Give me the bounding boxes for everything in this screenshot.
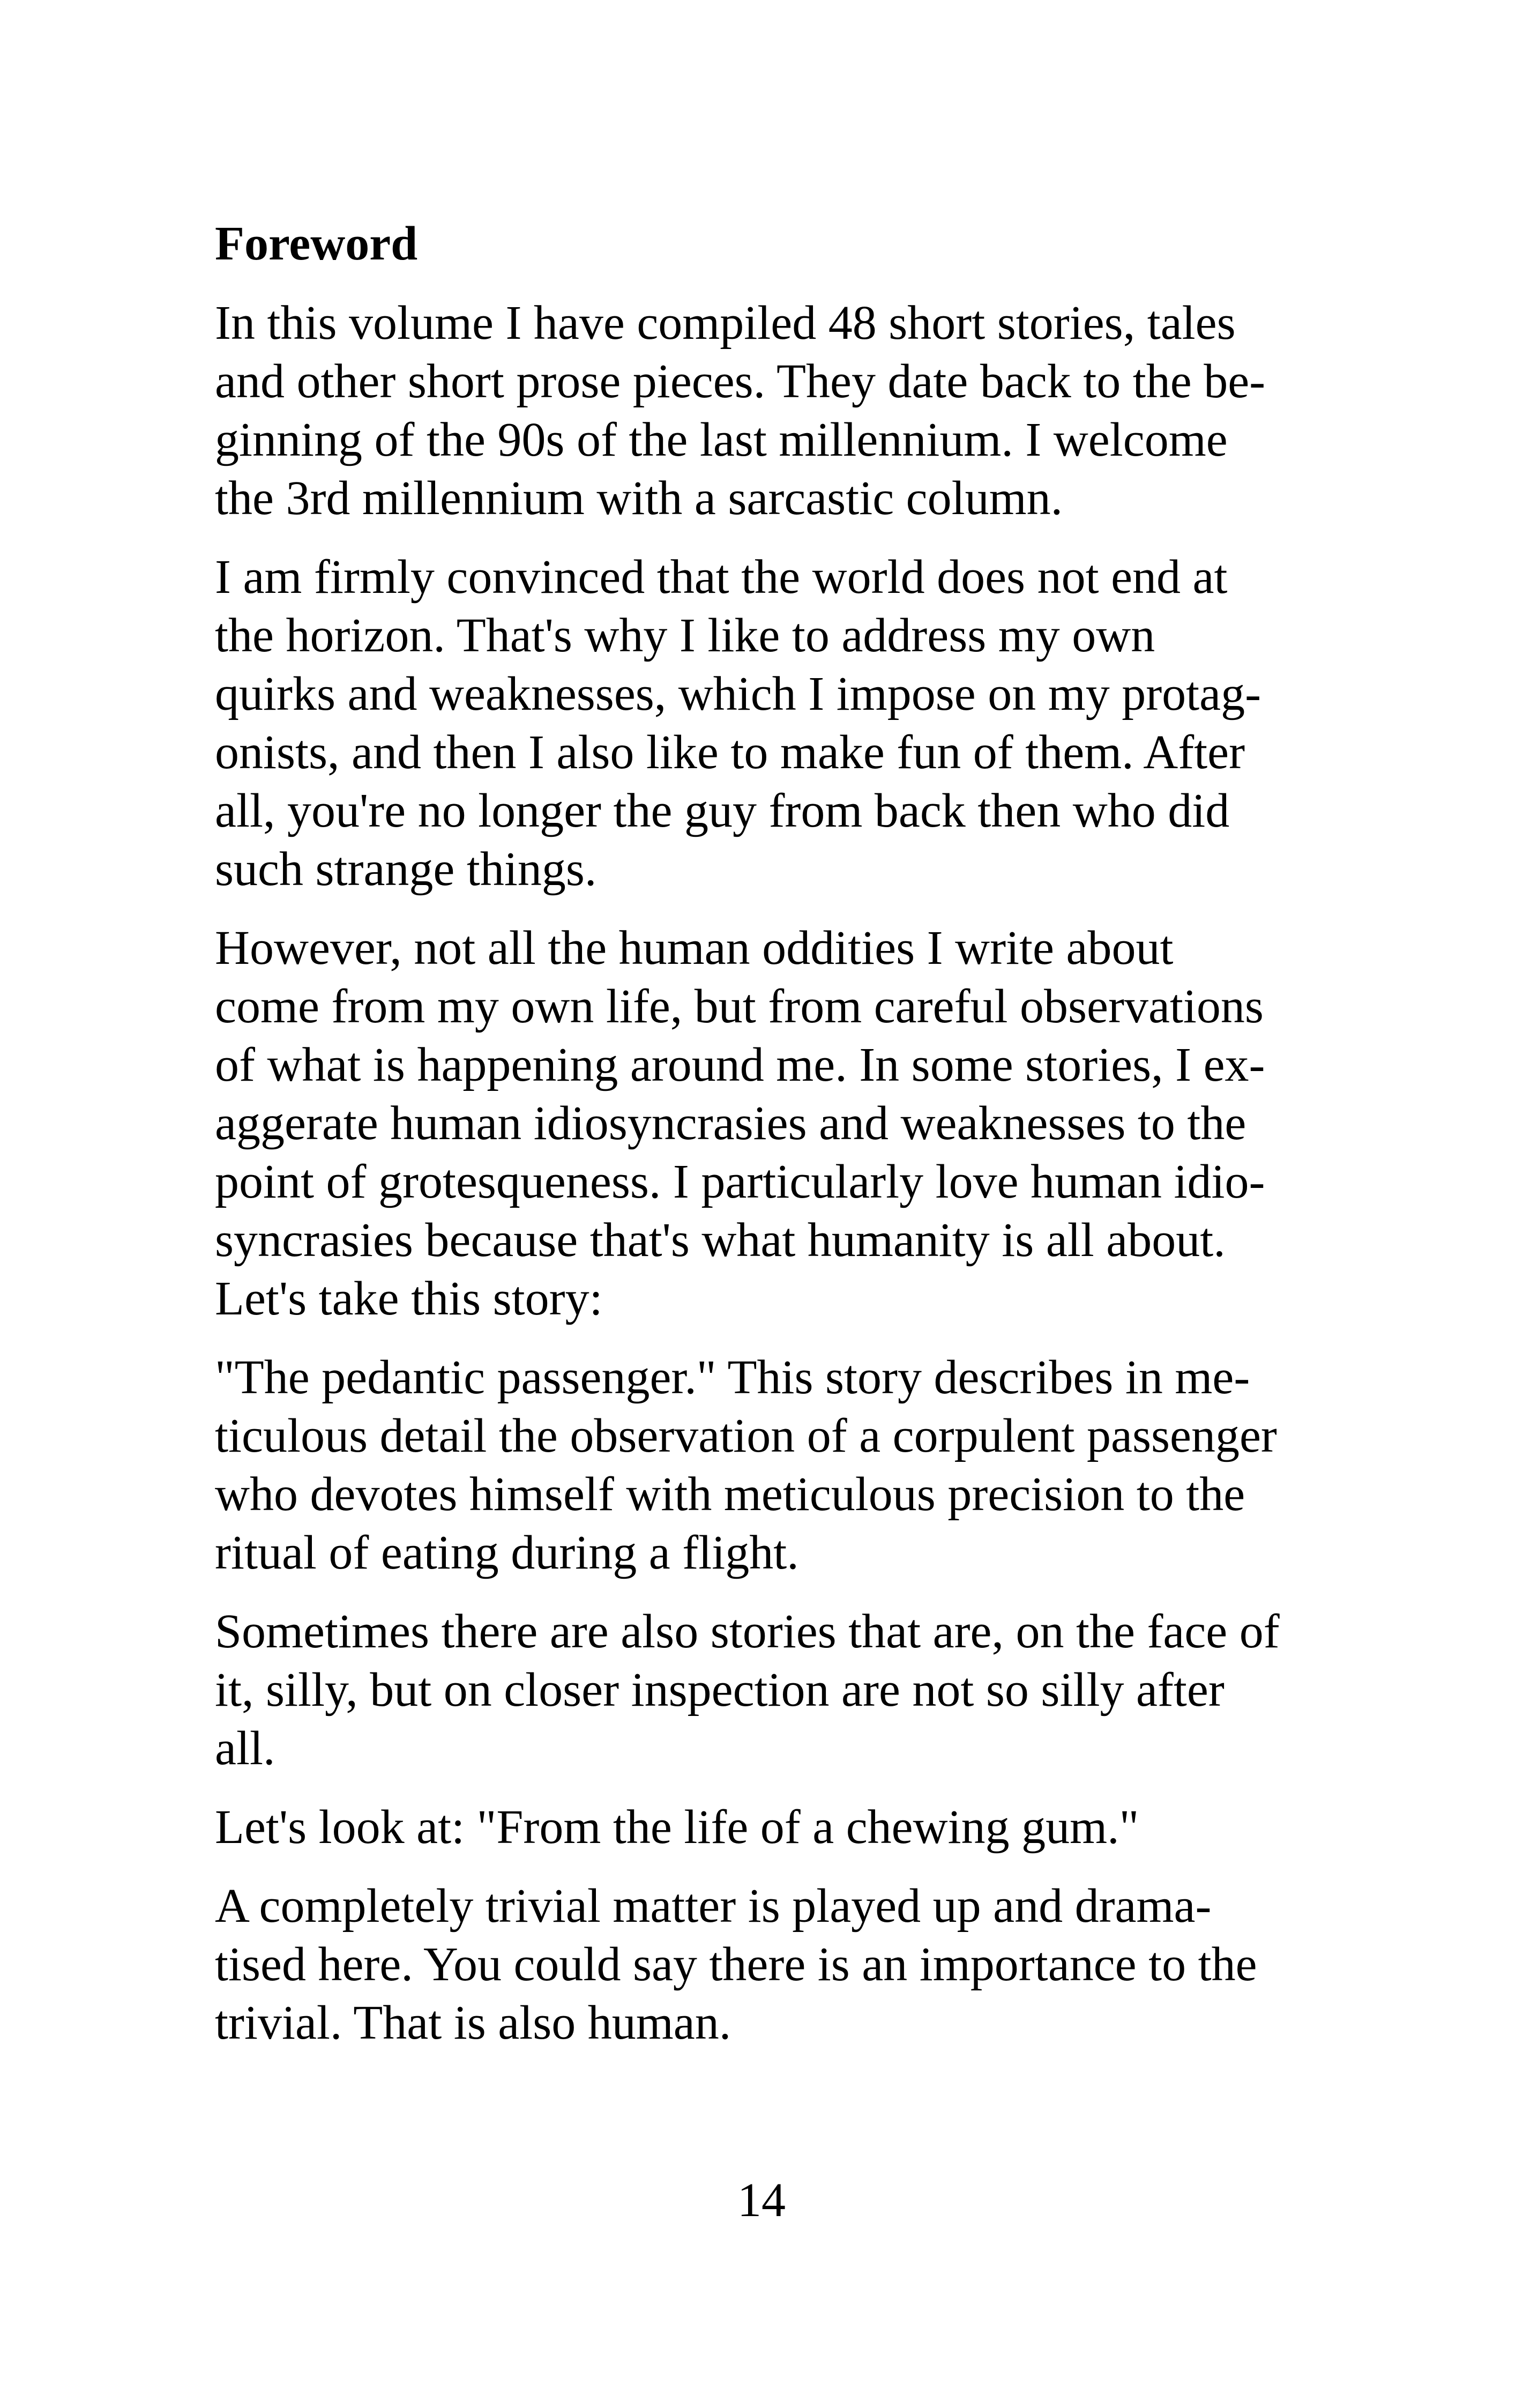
text-line: onists, and then I also like to make fun of them. After: [215, 726, 1245, 779]
text-line: "The pedantic passenger." This story describes in me-: [215, 1351, 1250, 1404]
text-line: and other short prose pieces. They date back to the be-: [215, 355, 1266, 408]
text-line: ginning of the 90s of the last millennium. I welcome: [215, 413, 1228, 466]
text-line: trivial. That is also human.: [215, 1996, 731, 2049]
text-line: the 3rd millennium with a sarcastic column.: [215, 472, 1063, 525]
paragraph: [215, 919, 1303, 1328]
text-line: ticulous detail the observation of a corpulent passenger: [215, 1409, 1277, 1462]
text-line: I am firmly convinced that the world does not end at: [215, 551, 1228, 604]
text-line: of what is happening around me. In some stories, I ex-: [215, 1038, 1265, 1091]
text-line: it, silly, but on closer inspection are not so silly after: [215, 1663, 1225, 1716]
text-line: come from my own life, but from careful observations: [215, 980, 1264, 1033]
text-line: Let's look at: "From the life of a chewing gum.": [215, 1801, 1139, 1854]
paragraph: [215, 1877, 1303, 2052]
text-line: all.: [215, 1722, 275, 1775]
paragraph: [215, 294, 1303, 527]
paragraph: [215, 1798, 1303, 1856]
text-line: who devotes himself with meticulous precision to the: [215, 1468, 1245, 1521]
text-line: all, you're no longer the guy from back then who did: [215, 784, 1230, 837]
paragraph: [215, 1602, 1303, 1778]
text-line: tised here. You could say there is an importance to the: [215, 1938, 1257, 1991]
text-line: Sometimes there are also stories that are, on the face of: [215, 1605, 1280, 1658]
text-line: quirks and weaknesses, which I impose on my protag-: [215, 667, 1261, 720]
text-line: A completely trivial matter is played up and drama-: [215, 1879, 1212, 1933]
text-line: In this volume I have compiled 48 short stories, tales: [215, 296, 1236, 350]
text-line: such strange things.: [215, 843, 597, 896]
page-number: 14: [737, 2174, 786, 2227]
text-line: the horizon. That's why I like to address my own: [215, 609, 1155, 662]
text-line: syncrasies because that's what humanity is all about.: [215, 1214, 1226, 1267]
text-line: However, not all the human oddities I write about: [215, 921, 1174, 975]
text-line: Let's take this story:: [215, 1272, 603, 1325]
paragraph: [215, 1348, 1303, 1582]
section-heading: Foreword: [215, 217, 418, 270]
paragraph: [215, 548, 1303, 898]
text-line: ritual of eating during a flight.: [215, 1526, 799, 1579]
text-line: point of grotesqueness. I particularly love human idio-: [215, 1155, 1265, 1208]
text-line: aggerate human idiosyncrasies and weaknesses to the: [215, 1097, 1246, 1150]
page-body: [215, 214, 1303, 2072]
